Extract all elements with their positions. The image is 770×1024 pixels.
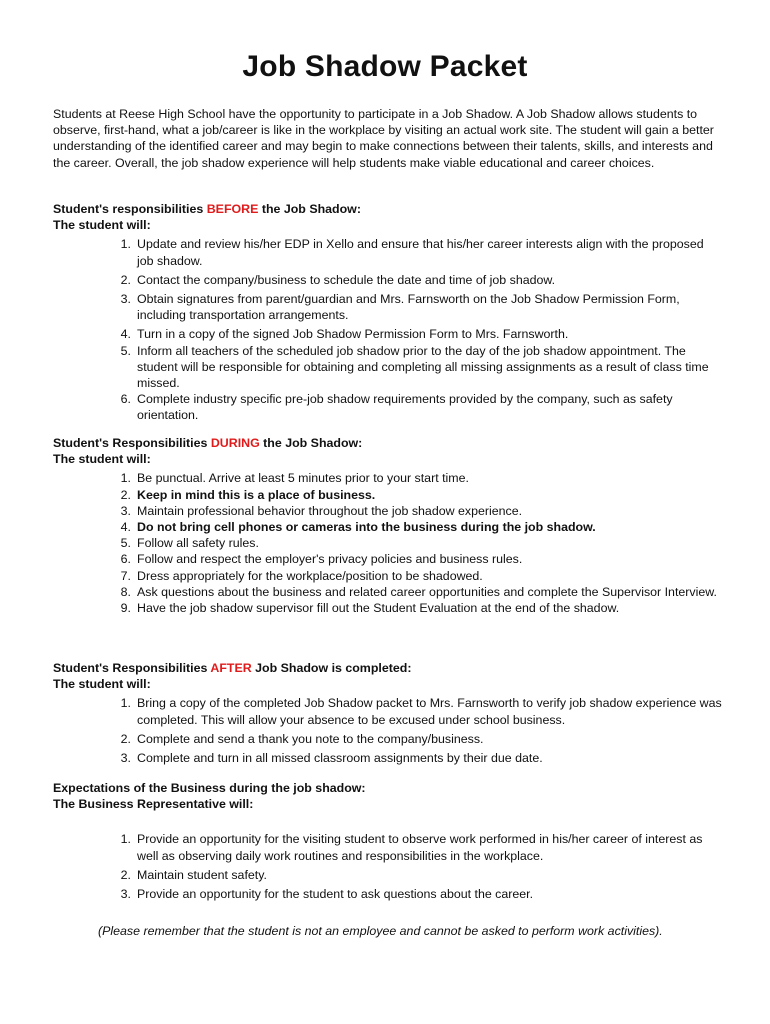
list-item: 3. Provide an opportunity for the student to ask questions about the career. — [120, 887, 534, 902]
section-during — [53, 435, 723, 616]
list-item: 2. Complete and send a thank you note to the company/business. — [120, 731, 484, 746]
list-item: 6. Complete industry specific pre-job shadow requirements provided by the company, such as safety orientation. — [120, 392, 673, 423]
list-item: 2. Maintain student safety. — [120, 867, 267, 882]
closing-note: (Please remember that the student is not an employee and cannot be asked to perform work activities). — [98, 924, 663, 938]
list-item: 7. Dress appropriately for the workplace/position to be shadowed. — [120, 568, 483, 583]
during-highlight: DURING — [210, 436, 260, 450]
list-item: 8. Ask questions about the business and related career opportunities and complete the Supervisor Interview. — [120, 584, 717, 599]
after-highlight: AFTER — [210, 661, 252, 675]
section-before — [53, 201, 723, 424]
section-business — [53, 780, 723, 902]
section-business-subheading: The Business Representative will: — [53, 797, 254, 812]
list-item: 1. Be punctual. Arrive at least 5 minutes prior to your start time. — [120, 471, 469, 486]
section-before-subheading: The student will: — [53, 218, 151, 233]
after-list — [53, 695, 723, 766]
list-item: 1. Update and review his/her EDP in Xello and ensure that his/her career interests align with the proposed job shadow. — [120, 237, 704, 268]
section-business-heading: Expectations of the Business during the job shadow: — [53, 781, 366, 795]
list-item: 3. Obtain signatures from parent/guardian and Mrs. Farnsworth on the Job Shadow Permission Form, including transportation arrangements. — [120, 292, 680, 323]
section-during-heading: Student's Responsibilities DURING the Job Shadow: — [53, 436, 363, 450]
page-title: Job Shadow Packet — [242, 50, 528, 83]
list-item: 4. Do not bring cell phones or cameras into the business during the job shadow. — [120, 520, 596, 535]
list-item: 5. Follow all safety rules. — [120, 536, 259, 551]
list-item: 1. Bring a copy of the completed Job Shadow packet to Mrs. Farnsworth to verify job shadow experience was completed. This will allow your absence to be excused under school business. — [120, 696, 722, 727]
section-before-heading: Student's responsibilities BEFORE the Job Shadow: — [53, 202, 361, 216]
list-item: 3. Maintain professional behavior throughout the job shadow experience. — [120, 503, 523, 518]
list-item: 2. Keep in mind this is a place of business. — [120, 487, 376, 502]
list-item: 3. Complete and turn in all missed classroom assignments by their due date. — [120, 751, 543, 766]
list-item: 1. Provide an opportunity for the visiting student to observe work performed in his/her career of interest as well as observing daily work routines and responsibilities in the workplace. — [120, 832, 703, 863]
during-list — [53, 470, 723, 616]
list-item: 6. Follow and respect the employer's privacy policies and business rules. — [120, 552, 523, 567]
list-item: 4. Turn in a copy of the signed Job Shadow Permission Form to Mrs. Farnsworth. — [120, 327, 569, 342]
section-after-heading: Student's Responsibilities AFTER Job Shadow is completed: — [53, 661, 412, 675]
intro-paragraph: Students at Reese High School have the opportunity to participate in a Job Shadow. A Job Shadow allows students to observe, first-hand, what a job/career is like in the workplace by visiting an actual work site. The student will gain a better understanding of the identified career and may begin to make connections between their talents, skills, and interests and the career. Overall, the job shadow experience will help students make viable educational and career choices. — [53, 107, 714, 170]
business-list — [53, 831, 723, 902]
list-item: 5. Inform all teachers of the scheduled job shadow prior to the day of the job shadow appointment. The student will be responsible for obtaining and completing all missing assignments as a result of class time missed. — [120, 343, 709, 391]
section-during-subheading: The student will: — [53, 452, 151, 467]
section-after-subheading: The student will: — [53, 677, 151, 692]
list-item: 9. Have the job shadow supervisor fill out the Student Evaluation at the end of the shadow. — [120, 601, 620, 616]
before-list — [53, 236, 723, 423]
section-after — [53, 660, 723, 766]
before-highlight: BEFORE — [206, 202, 259, 216]
list-item: 2. Contact the company/business to schedule the date and time of job shadow. — [120, 272, 556, 287]
